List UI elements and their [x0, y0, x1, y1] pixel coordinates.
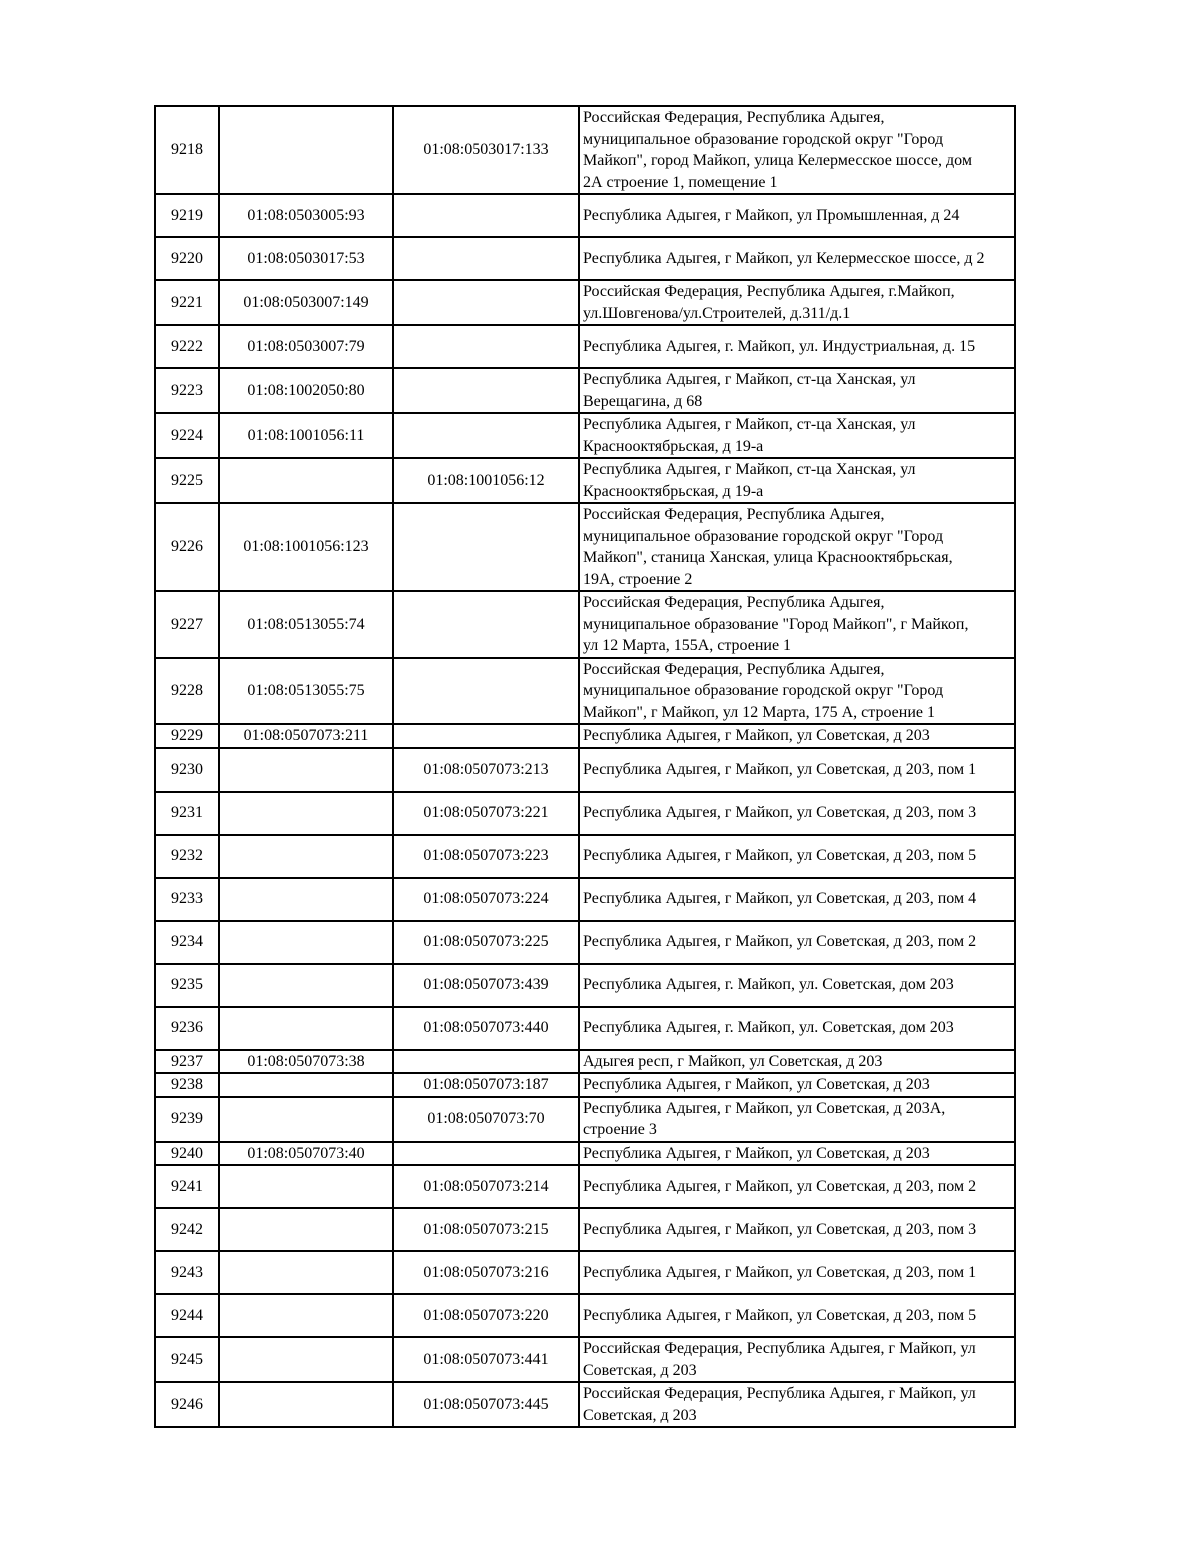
address-line: ул.Шовгенова/ул.Строителей, д.311/д.1: [583, 304, 851, 322]
address-cell: [579, 1208, 1015, 1251]
object-cadastral-number-cell: 01:08:0507073:220: [393, 1294, 579, 1337]
row-number-cell: 9221: [155, 280, 219, 325]
address-cell: [579, 964, 1015, 1007]
address-line: Советская, д 203: [583, 1361, 697, 1379]
row-number-cell: 9239: [155, 1097, 219, 1142]
address-line: Краснооктябрьская, д 19-а: [583, 437, 764, 455]
row-number-cell: 9246: [155, 1382, 219, 1427]
address-cell: [579, 458, 1015, 503]
address-line: строение 3: [583, 1121, 657, 1138]
row-number-cell: 9241: [155, 1165, 219, 1208]
table-row: [155, 1073, 1015, 1097]
address-line: Майкоп", станица Ханская, улица Краснооктябрьская,: [583, 549, 953, 566]
cadastral-number-cell: 01:08:1002050:80: [219, 368, 393, 413]
address-cell: [579, 503, 1015, 591]
table-row: [155, 878, 1015, 921]
table-row: [155, 368, 1015, 413]
object-cadastral-number-cell: 01:08:0507073:213: [393, 748, 579, 792]
address-line: Российская Федерация, Республика Адыгея, г.Майкоп,: [583, 283, 955, 300]
row-number-cell: 9218: [155, 106, 219, 194]
address-cell: [579, 591, 1015, 658]
cadastral-number-cell: [219, 878, 393, 921]
address-cell: [579, 1294, 1015, 1337]
table-row: [155, 1337, 1015, 1382]
table-row: [155, 1294, 1015, 1337]
address-cell: [579, 658, 1015, 725]
address-line: Республика Адыгея, г Майкоп, ул Промышленная, д 24: [583, 206, 960, 224]
row-number-cell: 9219: [155, 194, 219, 237]
address-cell: [579, 106, 1015, 194]
table-row: [155, 413, 1015, 458]
table-row: [155, 658, 1015, 725]
table-row: [155, 1007, 1015, 1050]
cadastral-number-cell: [219, 1097, 393, 1142]
object-cadastral-number-cell: 01:08:0507073:224: [393, 878, 579, 921]
cadastral-number-cell: [219, 1251, 393, 1294]
row-number-cell: 9232: [155, 835, 219, 878]
object-cadastral-number-cell: 01:08:0507073:214: [393, 1165, 579, 1208]
address-cell: [579, 792, 1015, 835]
address-cell: [579, 280, 1015, 325]
address-cell: [579, 1073, 1015, 1097]
table-row: [155, 325, 1015, 368]
row-number-cell: 9237: [155, 1050, 219, 1074]
object-cadastral-number-cell: 01:08:0507073:439: [393, 964, 579, 1007]
address-line: Республика Адыгея, г. Майкоп, ул. Советская, дом 203: [583, 1019, 954, 1037]
cadastral-number-cell: [219, 792, 393, 835]
address-cell: [579, 724, 1015, 748]
table-row: [155, 792, 1015, 835]
address-line: Республика Адыгея, г. Майкоп, ул. Советская, дом 203: [583, 976, 954, 994]
row-number-cell: 9227: [155, 591, 219, 658]
cadastral-number-cell: [219, 106, 393, 194]
address-cell: [579, 1142, 1015, 1166]
row-number-cell: 9229: [155, 724, 219, 748]
table-row: [155, 964, 1015, 1007]
object-cadastral-number-cell: 01:08:0507073:216: [393, 1251, 579, 1294]
address-line: Республика Адыгея, г Майкоп, ул Советская, д 203, пом 3: [583, 804, 977, 822]
address-line: Республика Адыгея, г Майкоп, ул Советская, д 203: [583, 1144, 930, 1162]
object-cadastral-number-cell: [393, 1050, 579, 1074]
address-cell: [579, 1251, 1015, 1294]
table-row: [155, 194, 1015, 237]
object-cadastral-number-cell: [393, 503, 579, 591]
cadastral-number-cell: [219, 1382, 393, 1427]
address-cell: [579, 1382, 1015, 1427]
address-line: Республика Адыгея, г Майкоп, ул Советская, д 203, пом 1: [583, 760, 977, 778]
table-row: [155, 1208, 1015, 1251]
object-cadastral-number-cell: 01:08:0507073:441: [393, 1337, 579, 1382]
table-row: [155, 1165, 1015, 1208]
cadastral-number-cell: 01:08:0507073:211: [219, 724, 393, 748]
table-row: [155, 280, 1015, 325]
cadastral-number-cell: [219, 458, 393, 503]
address-line: Майкоп", г Майкоп, ул 12 Марта, 175 А, строение 1: [583, 703, 935, 721]
cadastral-number-cell: 01:08:0507073:40: [219, 1142, 393, 1166]
object-cadastral-number-cell: 01:08:0507073:440: [393, 1007, 579, 1050]
table-row: [155, 724, 1015, 748]
address-line: Республика Адыгея, г Майкоп, ул Советская, д 203А,: [583, 1099, 946, 1117]
address-line: ул 12 Марта, 155А, строение 1: [583, 637, 792, 654]
cadastral-number-cell: 01:08:0503007:79: [219, 325, 393, 368]
object-cadastral-number-cell: [393, 591, 579, 658]
table-row: [155, 1382, 1015, 1427]
cadastral-number-cell: 01:08:0507073:38: [219, 1050, 393, 1074]
row-number-cell: 9223: [155, 368, 219, 413]
row-number-cell: 9242: [155, 1208, 219, 1251]
cadastral-number-cell: [219, 1208, 393, 1251]
address-cell: [579, 1337, 1015, 1382]
address-cell: [579, 368, 1015, 413]
row-number-cell: 9230: [155, 748, 219, 792]
row-number-cell: 9236: [155, 1007, 219, 1050]
address-line: Республика Адыгея, г Майкоп, ул Советская, д 203, пом 2: [583, 1177, 977, 1195]
object-cadastral-number-cell: [393, 658, 579, 725]
address-line: Республика Адыгея, г Майкоп, ст-ца Ханская, ул: [583, 371, 916, 388]
cadastral-number-cell: 01:08:0503005:93: [219, 194, 393, 237]
object-cadastral-number-cell: 01:08:1001056:12: [393, 458, 579, 503]
address-line: Республика Адыгея, г Майкоп, ул Советская, д 203, пом 5: [583, 1306, 977, 1324]
table-row: [155, 237, 1015, 280]
object-cadastral-number-cell: 01:08:0507073:225: [393, 921, 579, 964]
address-line: Республика Адыгея, г Майкоп, ул Советская, д 203, пом 1: [583, 1263, 977, 1281]
cadastral-number-cell: 01:08:0503007:149: [219, 280, 393, 325]
row-number-cell: 9234: [155, 921, 219, 964]
address-line: муниципальное образование "Город Майкоп", г Майкоп,: [583, 615, 969, 633]
table-row: [155, 458, 1015, 503]
address-cell: [579, 413, 1015, 458]
address-line: Республика Адыгея, г Майкоп, ул Келермесское шоссе, д 2: [583, 249, 985, 267]
address-cell: [579, 1097, 1015, 1142]
address-line: Майкоп", город Майкоп, улица Келермесское шоссе, дом: [583, 152, 972, 169]
address-line: Адыгея респ, г Майкоп, ул Советская, д 203: [583, 1052, 883, 1070]
address-line: Российская Федерация, Республика Адыгея,: [583, 109, 885, 126]
address-cell: [579, 1050, 1015, 1074]
object-cadastral-number-cell: [393, 368, 579, 413]
table-row: [155, 748, 1015, 792]
row-number-cell: 9245: [155, 1337, 219, 1382]
cadastral-number-cell: [219, 964, 393, 1007]
object-cadastral-number-cell: 01:08:0507073:221: [393, 792, 579, 835]
cadastral-number-cell: 01:08:1001056:123: [219, 503, 393, 591]
address-line: Верещагина, д 68: [583, 392, 703, 410]
address-line: муниципальное образование городской округ "Город: [583, 527, 944, 545]
object-cadastral-number-cell: [393, 1142, 579, 1166]
cadastral-number-cell: 01:08:0513055:74: [219, 591, 393, 658]
object-cadastral-number-cell: [393, 325, 579, 368]
address-line: Республика Адыгея, г Майкоп, ул Советская, д 203, пом 5: [583, 847, 977, 865]
address-cell: [579, 325, 1015, 368]
address-line: Республика Адыгея, г Майкоп, ул Советская, д 203, пом 4: [583, 890, 977, 908]
cadastral-number-cell: 01:08:0503017:53: [219, 237, 393, 280]
object-cadastral-number-cell: [393, 237, 579, 280]
table-row: [155, 835, 1015, 878]
row-number-cell: 9243: [155, 1251, 219, 1294]
address-line: Российская Федерация, Республика Адыгея,: [583, 594, 885, 611]
table-row: [155, 1097, 1015, 1142]
table-row: [155, 106, 1015, 194]
cadastral-number-cell: 01:08:1001056:11: [219, 413, 393, 458]
table-row: [155, 1050, 1015, 1074]
address-cell: [579, 878, 1015, 921]
object-cadastral-number-cell: [393, 724, 579, 748]
address-cell: [579, 748, 1015, 792]
address-line: Краснооктябрьская, д 19-а: [583, 482, 764, 500]
address-line: Российская Федерация, Республика Адыгея,: [583, 506, 885, 523]
row-number-cell: 9244: [155, 1294, 219, 1337]
row-number-cell: 9240: [155, 1142, 219, 1166]
cadastral-number-cell: [219, 1337, 393, 1382]
table-row: [155, 503, 1015, 591]
address-line: Республика Адыгея, г Майкоп, ул Советская, д 203: [583, 1076, 930, 1093]
cadastral-number-cell: [219, 1007, 393, 1050]
row-number-cell: 9226: [155, 503, 219, 591]
address-cell: [579, 237, 1015, 280]
address-line: Республика Адыгея, г. Майкоп, ул. Индустриальная, д. 15: [583, 337, 976, 355]
row-number-cell: 9220: [155, 237, 219, 280]
object-cadastral-number-cell: [393, 280, 579, 325]
row-number-cell: 9233: [155, 878, 219, 921]
table-row: [155, 591, 1015, 658]
address-cell: [579, 1165, 1015, 1208]
table-row: [155, 1142, 1015, 1166]
object-cadastral-number-cell: 01:08:0507073:187: [393, 1073, 579, 1097]
object-cadastral-number-cell: [393, 194, 579, 237]
registry-table-body: [155, 106, 1015, 1427]
address-line: Республика Адыгея, г Майкоп, ул Советская, д 203, пом 2: [583, 933, 977, 951]
address-cell: [579, 194, 1015, 237]
object-cadastral-number-cell: 01:08:0503017:133: [393, 106, 579, 194]
address-cell: [579, 835, 1015, 878]
address-line: Республика Адыгея, г Майкоп, ст-ца Ханская, ул: [583, 416, 916, 433]
object-cadastral-number-cell: [393, 413, 579, 458]
registry-table: [154, 105, 1016, 1428]
address-line: 2А строение 1, помещение 1: [583, 173, 778, 191]
row-number-cell: 9222: [155, 325, 219, 368]
row-number-cell: 9228: [155, 658, 219, 725]
row-number-cell: 9224: [155, 413, 219, 458]
address-cell: [579, 921, 1015, 964]
address-line: Российская Федерация, Республика Адыгея, г Майкоп, ул: [583, 1385, 976, 1402]
address-line: Республика Адыгея, г Майкоп, ул Советская, д 203: [583, 727, 930, 744]
cadastral-number-cell: [219, 748, 393, 792]
address-line: муниципальное образование городской округ "Город: [583, 130, 944, 148]
object-cadastral-number-cell: 01:08:0507073:445: [393, 1382, 579, 1427]
cadastral-number-cell: [219, 1294, 393, 1337]
address-line: муниципальное образование городской округ "Город: [583, 682, 944, 699]
address-line: Республика Адыгея, г Майкоп, ул Советская, д 203, пом 3: [583, 1220, 977, 1238]
row-number-cell: 9231: [155, 792, 219, 835]
cadastral-number-cell: [219, 1165, 393, 1208]
row-number-cell: 9238: [155, 1073, 219, 1097]
row-number-cell: 9225: [155, 458, 219, 503]
address-line: Советская, д 203: [583, 1406, 697, 1424]
object-cadastral-number-cell: 01:08:0507073:223: [393, 835, 579, 878]
cadastral-number-cell: 01:08:0513055:75: [219, 658, 393, 725]
address-line: Республика Адыгея, г Майкоп, ст-ца Ханская, ул: [583, 461, 916, 478]
object-cadastral-number-cell: 01:08:0507073:215: [393, 1208, 579, 1251]
table-row: [155, 1251, 1015, 1294]
address-line: Российская Федерация, Республика Адыгея, г Майкоп, ул: [583, 1340, 976, 1357]
table-row: [155, 921, 1015, 964]
cadastral-number-cell: [219, 1073, 393, 1097]
address-line: 19А, строение 2: [583, 570, 693, 588]
object-cadastral-number-cell: 01:08:0507073:70: [393, 1097, 579, 1142]
address-line: Российская Федерация, Республика Адыгея,: [583, 660, 885, 678]
row-number-cell: 9235: [155, 964, 219, 1007]
cadastral-number-cell: [219, 921, 393, 964]
cadastral-number-cell: [219, 835, 393, 878]
address-cell: [579, 1007, 1015, 1050]
